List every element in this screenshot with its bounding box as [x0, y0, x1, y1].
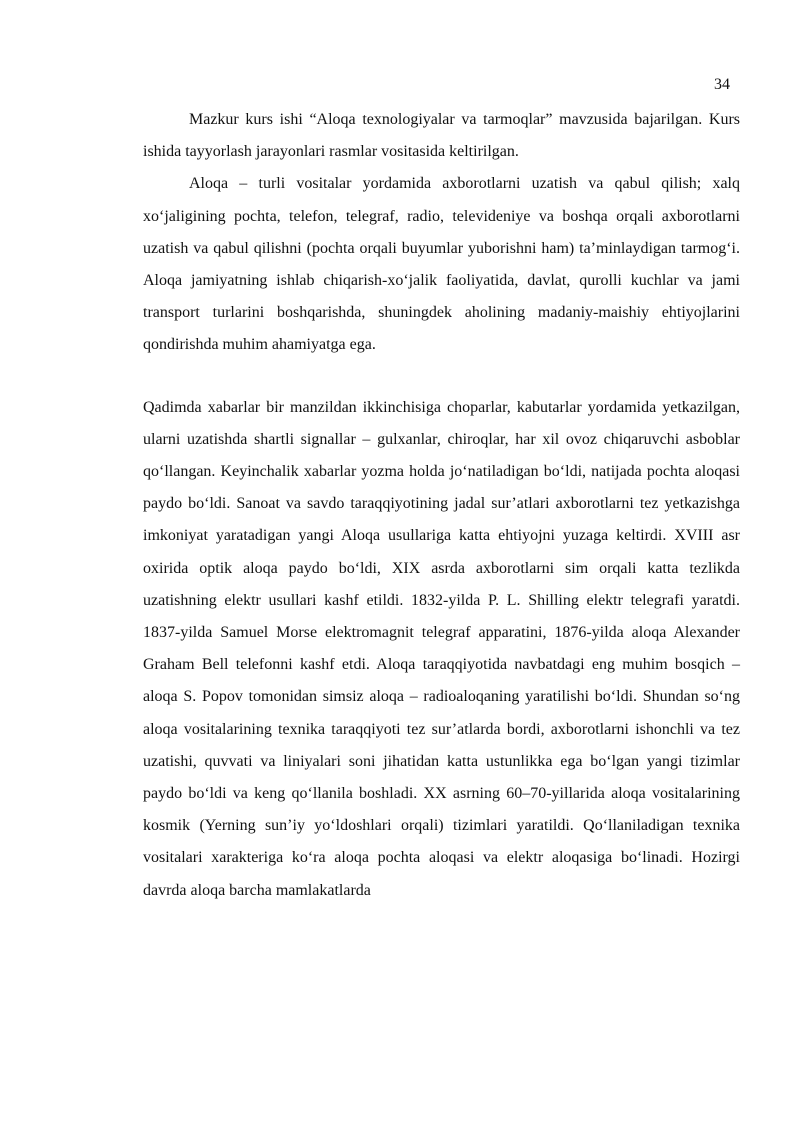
paragraph-spacer	[143, 362, 740, 392]
body-text	[143, 104, 740, 907]
paragraph-aloqa-definition: Aloqa – turli vositalar yordamida axborotlarni uzatish va qabul qilish; xalq xo‘jaligining pochta, telefon, telegraf, radio, televideniye va boshqa orqali axborotlarni uzatish va qabul qilishni (pochta orqali buyumlar yuborishni ham) ta’minlaydigan tarmog‘i. Aloqa jamiyatning ishlab chiqarish-xo‘jalik faoliyatida, davlat, qurolli kuchlar va jami transport turlarini boshqarishda, shuningdek aholining madaniy-maishiy ehtiyojlarini qondirishda muhim ahamiyatga ega.	[143, 175, 740, 354]
paragraph-intro: Mazkur kurs ishi “Aloqa texnologiyalar va tarmoqlar” mavzusida bajarilgan. Kurs ishida tayyorlash jarayonlari rasmlar vositasida keltirilgan.	[143, 111, 740, 161]
page-number: 34	[714, 76, 730, 93]
paragraph-history: Qadimda xabarlar bir manzildan ikkinchisiga choparlar, kabutarlar yordamida yetkazilgan, ularni uzatishda shartli signallar – gulxanlar, chiroqlar, har xil ovoz chiqaruvchi asboblar qo‘llangan. Keyinchalik xabarlar yozma holda jo‘natiladigan bo‘ldi, natijada pochta aloqasi paydo bo‘ldi. Sanoat va savdo taraqqiyotining jadal sur’atlari axborotlarni tez yetkazishga imkoniyat yaratadigan yangi Aloqa usullariga katta ehtiyojni yuzaga keltirdi. XVIII asr oxirida optik aloqa paydo bo‘ldi, XIX asrda axborotlarni sim orqali katta tezlikda uzatishning elektr usullari kashf etildi. 1832-yilda P. L. Shilling elektr telegrafi yaratdi. 1837-yilda Samuel Morse elektromagnit telegraf apparatini, 1876-yilda aloqa Alexander Graham Bell telefonni kashf etdi. Aloqa taraqqiyotida navbatdagi eng muhim bosqich – aloqa S. Popov tomonidan simsiz aloqa – radioaloqaning yaratilishi bo‘ldi. Shundan so‘ng aloqa vositalarining texnika taraqqiyoti tez sur’atlarda bordi, axborotlarni ishonchli va tez uzatishi, quvvati va liniyalari soni jihatidan katta ustunlikka ega bo‘lgan yangi tizimlar paydo bo‘ldi va keng qo‘llanila boshladi. XX asrning 60–70-yillarida aloqa vositalarining kosmik (Yerning sun’iy yo‘ldoshlari orqali) tizimlari yaratildi. Qo‘llaniladigan texnika vositalari xarakteriga ko‘ra aloqa pochta aloqasi va elektr aloqasiga bo‘linadi. Hozirgi davrda aloqa barcha mamlakatlarda	[143, 398, 740, 899]
